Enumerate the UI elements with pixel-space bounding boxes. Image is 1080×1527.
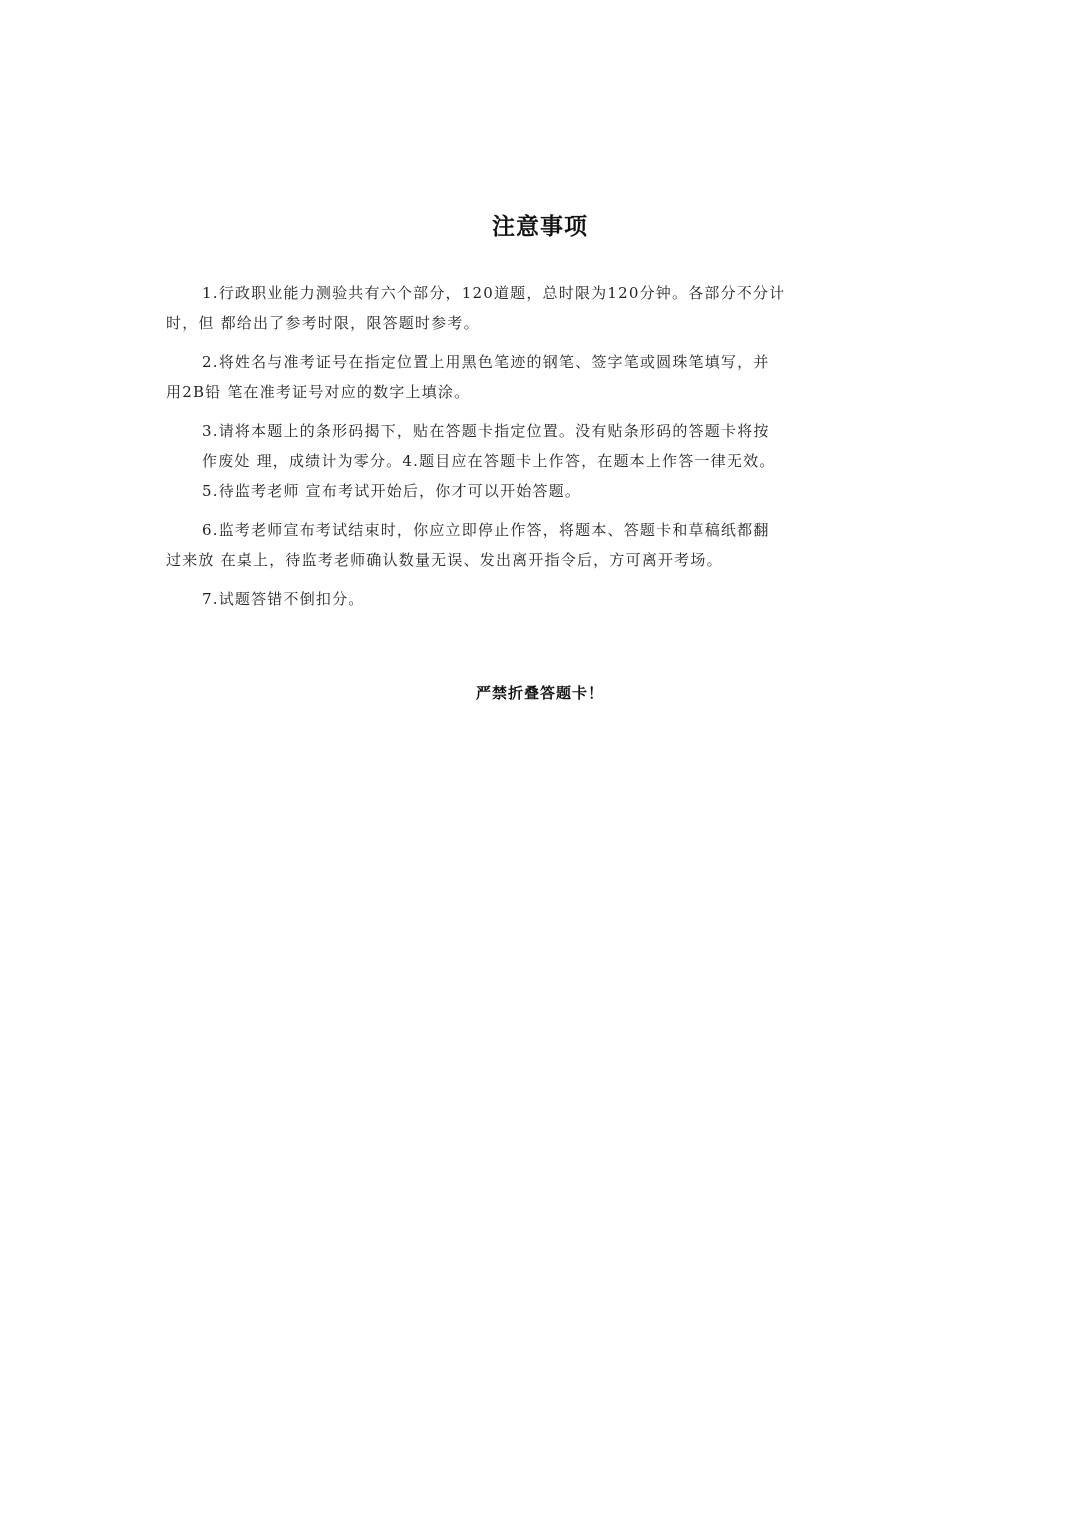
notice-item-3-line-2: 作废处 理，成绩计为零分。4.题目应在答题卡上作答，在题本上作答一律无效。 xyxy=(202,452,776,470)
notice-list xyxy=(166,278,911,623)
notice-item-7 xyxy=(166,584,911,614)
notice-item-1-line-1: 1.行政职业能力测验共有六个部分，120道题，总时限为120分钟。各部分不分计 xyxy=(202,284,786,302)
notice-item-2 xyxy=(166,347,911,407)
page-title: 注意事项 xyxy=(492,214,588,240)
notice-item-3 xyxy=(166,416,911,476)
no-folding-warning: 严禁折叠答题卡！ xyxy=(475,684,604,702)
notice-item-6-line-2: 过来放 在桌上，待监考老师确认数量无误、发出离开指令后，方可离开考场。 xyxy=(166,551,723,569)
notice-item-2-line-2: 用2B铅 笔在准考证号对应的数字上填涂。 xyxy=(166,383,471,401)
notice-item-1-line-2: 时，但 都给出了参考时限，限答题时参考。 xyxy=(166,314,480,332)
notice-item-6 xyxy=(166,515,911,575)
notice-item-7-line-1: 7.试题答错不倒扣分。 xyxy=(202,590,365,608)
notice-item-3-line-1: 3.请将本题上的条形码揭下，贴在答题卡指定位置。没有贴条形码的答题卡将按 xyxy=(202,422,770,440)
notice-item-1 xyxy=(166,278,911,338)
notice-item-2-line-1: 2.将姓名与准考证号在指定位置上用黑色笔迹的钢笔、签字笔或圆珠笔填写，并 xyxy=(202,353,770,371)
notice-item-5-line-1: 5.待监考老师 宣布考试开始后，你才可以开始答题。 xyxy=(202,482,582,500)
notice-item-5 xyxy=(166,476,911,506)
notice-item-6-line-1: 6.监考老师宣布考试结束时，你应立即停止作答，将题本、答题卡和草稿纸都翻 xyxy=(202,521,770,539)
